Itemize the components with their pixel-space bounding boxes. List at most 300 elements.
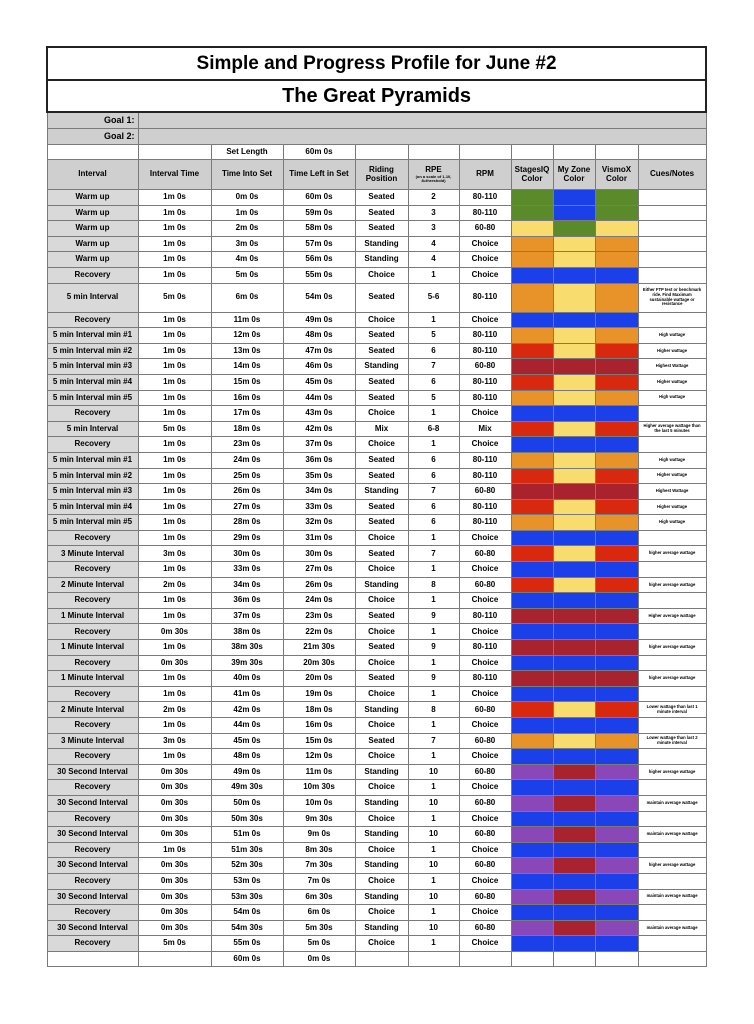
myzone-color-swatch	[553, 733, 595, 749]
time-into-set-cell: 50m 30s	[211, 811, 283, 827]
set-length-value: 60m 0s	[283, 145, 355, 160]
vismox-color-swatch	[595, 718, 638, 734]
myzone-color-swatch	[553, 608, 595, 624]
rpe-cell: 1	[408, 718, 459, 734]
interval-cell: 5 min Interval min #5	[47, 390, 138, 406]
empty-cell	[47, 951, 138, 966]
empty-cell	[511, 951, 553, 966]
interval-time-cell: 0m 30s	[138, 624, 211, 640]
cue-note-cell: higher average wattage	[638, 671, 706, 687]
rpe-cell: 8	[408, 702, 459, 718]
time-into-set-cell: 52m 30s	[211, 858, 283, 874]
table-row	[47, 312, 706, 328]
time-left-cell: 23m 0s	[283, 608, 355, 624]
interval-time-cell: 5m 0s	[138, 936, 211, 952]
table-row	[47, 905, 706, 921]
myzone-color-swatch	[553, 671, 595, 687]
vismox-color-swatch	[595, 515, 638, 531]
time-left-cell: 49m 0s	[283, 312, 355, 328]
table-row	[47, 889, 706, 905]
stagesiq-color-swatch	[511, 252, 553, 268]
cue-note-cell: maintain average wattage	[638, 889, 706, 905]
time-into-set-cell: 4m 0s	[211, 252, 283, 268]
time-left-cell: 60m 0s	[283, 190, 355, 206]
profile-title: Simple and Progress Profile for June #2	[47, 47, 706, 80]
time-left-cell: 9m 0s	[283, 827, 355, 843]
rpe-cell: 1	[408, 936, 459, 952]
rpe-cell: 2	[408, 190, 459, 206]
interval-cell: Warm up	[47, 252, 138, 268]
rpm-cell: 60-80	[459, 764, 511, 780]
vismox-color-swatch	[595, 283, 638, 312]
rpe-cell: 7	[408, 546, 459, 562]
myzone-color-swatch	[553, 252, 595, 268]
cue-note-cell: maintain average wattage	[638, 920, 706, 936]
time-left-cell: 37m 0s	[283, 437, 355, 453]
table-row	[47, 406, 706, 422]
interval-time-cell: 0m 30s	[138, 795, 211, 811]
vismox-color-swatch	[595, 499, 638, 515]
table-row	[47, 499, 706, 515]
vismox-color-swatch	[595, 749, 638, 765]
time-into-set-cell: 11m 0s	[211, 312, 283, 328]
interval-cell: 1 Minute Interval	[47, 671, 138, 687]
riding-position-cell: Standing	[355, 236, 408, 252]
vismox-color-swatch	[595, 702, 638, 718]
cue-note-cell: High wattage	[638, 328, 706, 344]
time-left-cell: 30m 0s	[283, 546, 355, 562]
rpe-cell: 9	[408, 640, 459, 656]
empty-cell	[138, 951, 211, 966]
stagesiq-color-swatch	[511, 718, 553, 734]
interval-time-cell: 1m 0s	[138, 515, 211, 531]
time-left-cell: 7m 0s	[283, 873, 355, 889]
rpm-cell: 80-110	[459, 390, 511, 406]
riding-position-cell: Choice	[355, 655, 408, 671]
vismox-color-swatch	[595, 905, 638, 921]
myzone-color-swatch	[553, 283, 595, 312]
riding-position-cell: Seated	[355, 205, 408, 221]
riding-position-cell: Choice	[355, 936, 408, 952]
riding-position-cell: Choice	[355, 873, 408, 889]
interval-cell: 1 Minute Interval	[47, 640, 138, 656]
time-into-set-cell: 38m 0s	[211, 624, 283, 640]
cue-note-cell	[638, 718, 706, 734]
rpe-cell: 5	[408, 390, 459, 406]
stagesiq-color-swatch	[511, 749, 553, 765]
interval-time-cell: 0m 30s	[138, 905, 211, 921]
myzone-color-swatch	[553, 312, 595, 328]
rpe-cell: 5-6	[408, 283, 459, 312]
rpe-cell: 1	[408, 530, 459, 546]
time-left-cell: 56m 0s	[283, 252, 355, 268]
table-row	[47, 343, 706, 359]
myzone-color-swatch	[553, 515, 595, 531]
stagesiq-color-swatch	[511, 733, 553, 749]
time-left-cell: 54m 0s	[283, 283, 355, 312]
time-left-cell: 58m 0s	[283, 221, 355, 237]
interval-cell: 3 Minute Interval	[47, 546, 138, 562]
interval-cell: Warm up	[47, 190, 138, 206]
stagesiq-color-swatch	[511, 905, 553, 921]
riding-position-cell: Choice	[355, 562, 408, 578]
cue-note-cell	[638, 562, 706, 578]
myzone-color-swatch	[553, 749, 595, 765]
time-into-set-cell: 49m 30s	[211, 780, 283, 796]
goal-1-label: Goal 1:	[47, 112, 138, 129]
interval-cell: 2 Minute Interval	[47, 577, 138, 593]
cue-note-cell	[638, 312, 706, 328]
interval-cell: Recovery	[47, 811, 138, 827]
empty-cell	[553, 951, 595, 966]
riding-position-cell: Standing	[355, 795, 408, 811]
rpe-cell: 10	[408, 764, 459, 780]
table-row	[47, 858, 706, 874]
total-time-into-set: 60m 0s	[211, 951, 283, 966]
stagesiq-color-swatch	[511, 484, 553, 500]
myzone-color-swatch	[553, 889, 595, 905]
table-row	[47, 267, 706, 283]
interval-cell: 5 min Interval min #4	[47, 374, 138, 390]
stagesiq-color-swatch	[511, 221, 553, 237]
time-left-cell: 46m 0s	[283, 359, 355, 375]
rpm-cell: 80-110	[459, 343, 511, 359]
stagesiq-color-swatch	[511, 624, 553, 640]
stagesiq-color-swatch	[511, 468, 553, 484]
myzone-color-swatch	[553, 267, 595, 283]
rpe-cell: 1	[408, 811, 459, 827]
table-row	[47, 205, 706, 221]
header-stagesiq-color: StagesIQ Color	[511, 160, 553, 190]
riding-position-cell: Choice	[355, 437, 408, 453]
interval-time-cell: 1m 0s	[138, 468, 211, 484]
interval-time-cell: 1m 0s	[138, 718, 211, 734]
rpm-cell: Choice	[459, 530, 511, 546]
table-row	[47, 359, 706, 375]
vismox-color-swatch	[595, 655, 638, 671]
riding-position-cell: Choice	[355, 905, 408, 921]
riding-position-cell: Choice	[355, 780, 408, 796]
cue-note-cell	[638, 624, 706, 640]
myzone-color-swatch	[553, 718, 595, 734]
myzone-color-swatch	[553, 920, 595, 936]
myzone-color-swatch	[553, 546, 595, 562]
rpm-cell: Choice	[459, 842, 511, 858]
interval-cell: Recovery	[47, 873, 138, 889]
stagesiq-color-swatch	[511, 236, 553, 252]
table-row	[47, 671, 706, 687]
interval-cell: 5 min Interval min #1	[47, 452, 138, 468]
rpm-cell: Choice	[459, 905, 511, 921]
time-left-cell: 35m 0s	[283, 468, 355, 484]
riding-position-cell: Choice	[355, 749, 408, 765]
empty-cell	[638, 145, 706, 160]
riding-position-cell: Seated	[355, 374, 408, 390]
cue-note-cell	[638, 593, 706, 609]
table-row	[47, 624, 706, 640]
interval-time-cell: 1m 0s	[138, 328, 211, 344]
time-into-set-cell: 13m 0s	[211, 343, 283, 359]
interval-cell: Recovery	[47, 749, 138, 765]
stagesiq-color-swatch	[511, 328, 553, 344]
interval-time-cell: 1m 0s	[138, 390, 211, 406]
interval-cell: Recovery	[47, 406, 138, 422]
time-left-cell: 8m 30s	[283, 842, 355, 858]
time-left-cell: 20m 30s	[283, 655, 355, 671]
rpe-cell: 1	[408, 437, 459, 453]
time-into-set-cell: 40m 0s	[211, 671, 283, 687]
time-into-set-cell: 24m 0s	[211, 452, 283, 468]
time-into-set-cell: 36m 0s	[211, 593, 283, 609]
table-row	[47, 468, 706, 484]
time-left-cell: 20m 0s	[283, 671, 355, 687]
time-left-cell: 27m 0s	[283, 562, 355, 578]
cue-note-cell	[638, 749, 706, 765]
rpe-cell: 1	[408, 873, 459, 889]
time-left-cell: 32m 0s	[283, 515, 355, 531]
rpm-cell: Choice	[459, 406, 511, 422]
cue-note-cell	[638, 655, 706, 671]
cue-note-cell: higher average wattage	[638, 640, 706, 656]
interval-time-cell: 2m 0s	[138, 577, 211, 593]
vismox-color-swatch	[595, 780, 638, 796]
header-interval: Interval	[47, 160, 138, 190]
rpm-cell: 80-110	[459, 283, 511, 312]
interval-time-cell: 5m 0s	[138, 283, 211, 312]
interval-time-cell: 3m 0s	[138, 546, 211, 562]
interval-cell: 5 min Interval	[47, 421, 138, 437]
time-left-cell: 11m 0s	[283, 764, 355, 780]
myzone-color-swatch	[553, 577, 595, 593]
stagesiq-color-swatch	[511, 499, 553, 515]
empty-cell	[408, 951, 459, 966]
vismox-color-swatch	[595, 936, 638, 952]
interval-time-cell: 1m 0s	[138, 749, 211, 765]
stagesiq-color-swatch	[511, 780, 553, 796]
riding-position-cell: Seated	[355, 546, 408, 562]
myzone-color-swatch	[553, 236, 595, 252]
myzone-color-swatch	[553, 640, 595, 656]
interval-cell: 5 min Interval min #3	[47, 484, 138, 500]
time-into-set-cell: 16m 0s	[211, 390, 283, 406]
rpe-cell: 1	[408, 905, 459, 921]
interval-cell: Warm up	[47, 205, 138, 221]
stagesiq-color-swatch	[511, 593, 553, 609]
vismox-color-swatch	[595, 671, 638, 687]
time-left-cell: 48m 0s	[283, 328, 355, 344]
rpe-cell: 6	[408, 515, 459, 531]
stagesiq-color-swatch	[511, 530, 553, 546]
table-row	[47, 686, 706, 702]
vismox-color-swatch	[595, 205, 638, 221]
table-row	[47, 702, 706, 718]
riding-position-cell: Standing	[355, 920, 408, 936]
time-left-cell: 16m 0s	[283, 718, 355, 734]
time-into-set-cell: 27m 0s	[211, 499, 283, 515]
stagesiq-color-swatch	[511, 608, 553, 624]
rpm-cell: Choice	[459, 655, 511, 671]
vismox-color-swatch	[595, 889, 638, 905]
rpm-cell: 60-80	[459, 359, 511, 375]
interval-time-cell: 1m 0s	[138, 640, 211, 656]
time-into-set-cell: 18m 0s	[211, 421, 283, 437]
time-left-cell: 6m 0s	[283, 905, 355, 921]
stagesiq-color-swatch	[511, 889, 553, 905]
empty-cell	[638, 951, 706, 966]
interval-time-cell: 3m 0s	[138, 733, 211, 749]
vismox-color-swatch	[595, 437, 638, 453]
interval-time-cell: 1m 0s	[138, 484, 211, 500]
rpe-cell: 1	[408, 686, 459, 702]
vismox-color-swatch	[595, 390, 638, 406]
time-into-set-cell: 25m 0s	[211, 468, 283, 484]
interval-cell: 5 min Interval min #3	[47, 359, 138, 375]
rpe-cell: 10	[408, 889, 459, 905]
time-into-set-cell: 6m 0s	[211, 283, 283, 312]
interval-cell: 5 min Interval min #1	[47, 328, 138, 344]
rpm-cell: 80-110	[459, 640, 511, 656]
cue-note-cell	[638, 252, 706, 268]
interval-cell: Recovery	[47, 905, 138, 921]
time-left-cell: 42m 0s	[283, 421, 355, 437]
rpm-cell: Choice	[459, 624, 511, 640]
interval-cell: 5 min Interval min #2	[47, 468, 138, 484]
rpe-cell: 8	[408, 577, 459, 593]
rpm-cell: Choice	[459, 811, 511, 827]
interval-cell: 30 Second Interval	[47, 764, 138, 780]
rpe-cell: 10	[408, 858, 459, 874]
rpm-cell: 80-110	[459, 374, 511, 390]
vismox-color-swatch	[595, 267, 638, 283]
interval-cell: Recovery	[47, 624, 138, 640]
time-left-cell: 31m 0s	[283, 530, 355, 546]
interval-cell: Recovery	[47, 312, 138, 328]
myzone-color-swatch	[553, 406, 595, 422]
rpm-cell: 60-80	[459, 733, 511, 749]
vismox-color-swatch	[595, 827, 638, 843]
time-left-cell: 57m 0s	[283, 236, 355, 252]
goal-2-cell[interactable]	[138, 129, 706, 145]
rpe-cell: 4	[408, 252, 459, 268]
cue-note-cell	[638, 190, 706, 206]
table-row	[47, 421, 706, 437]
stagesiq-color-swatch	[511, 827, 553, 843]
stagesiq-color-swatch	[511, 640, 553, 656]
rpm-cell: Choice	[459, 312, 511, 328]
table-row	[47, 190, 706, 206]
interval-cell: Recovery	[47, 437, 138, 453]
time-into-set-cell: 12m 0s	[211, 328, 283, 344]
interval-time-cell: 1m 0s	[138, 842, 211, 858]
interval-cell: Recovery	[47, 686, 138, 702]
interval-time-cell: 1m 0s	[138, 236, 211, 252]
rpe-cell: 6	[408, 499, 459, 515]
myzone-color-swatch	[553, 221, 595, 237]
header-interval-time: Interval Time	[138, 160, 211, 190]
empty-cell	[511, 145, 553, 160]
time-left-cell: 33m 0s	[283, 499, 355, 515]
stagesiq-color-swatch	[511, 920, 553, 936]
riding-position-cell: Seated	[355, 733, 408, 749]
stagesiq-color-swatch	[511, 406, 553, 422]
rpm-cell: 60-80	[459, 484, 511, 500]
time-left-cell: 47m 0s	[283, 343, 355, 359]
myzone-color-swatch	[553, 624, 595, 640]
rpm-cell: Choice	[459, 252, 511, 268]
header-rpm: RPM	[459, 160, 511, 190]
interval-time-cell: 0m 30s	[138, 655, 211, 671]
cue-note-cell: Highest Wattage	[638, 359, 706, 375]
vismox-color-swatch	[595, 546, 638, 562]
empty-cell	[553, 145, 595, 160]
time-into-set-cell: 50m 0s	[211, 795, 283, 811]
rpm-cell: 80-110	[459, 608, 511, 624]
cue-note-cell: Lower wattage than last 2 minute interval	[638, 733, 706, 749]
riding-position-cell: Standing	[355, 359, 408, 375]
cue-note-cell: Higher wattage	[638, 499, 706, 515]
stagesiq-color-swatch	[511, 655, 553, 671]
rpe-cell: 1	[408, 593, 459, 609]
rpm-cell: Choice	[459, 437, 511, 453]
empty-cell	[408, 145, 459, 160]
interval-time-cell: 1m 0s	[138, 406, 211, 422]
time-into-set-cell: 15m 0s	[211, 374, 283, 390]
table-row	[47, 593, 706, 609]
vismox-color-swatch	[595, 374, 638, 390]
time-left-cell: 34m 0s	[283, 484, 355, 500]
table-row	[47, 640, 706, 656]
interval-cell: Recovery	[47, 593, 138, 609]
riding-position-cell: Seated	[355, 390, 408, 406]
vismox-color-swatch	[595, 795, 638, 811]
cue-note-cell	[638, 811, 706, 827]
rpe-cell: 1	[408, 780, 459, 796]
riding-position-cell: Seated	[355, 328, 408, 344]
table-row	[47, 562, 706, 578]
interval-cell: 2 Minute Interval	[47, 702, 138, 718]
riding-position-cell: Choice	[355, 811, 408, 827]
workout-profile-sheet	[46, 46, 707, 967]
table-row	[47, 236, 706, 252]
interval-time-cell: 1m 0s	[138, 205, 211, 221]
interval-cell: Recovery	[47, 842, 138, 858]
table-row	[47, 795, 706, 811]
rpm-cell: Mix	[459, 421, 511, 437]
set-length-label: Set Length	[211, 145, 283, 160]
header-cues-notes: Cues/Notes	[638, 160, 706, 190]
rpe-cell: 1	[408, 267, 459, 283]
riding-position-cell: Seated	[355, 283, 408, 312]
myzone-color-swatch	[553, 484, 595, 500]
vismox-color-swatch	[595, 468, 638, 484]
rpm-cell: 60-80	[459, 858, 511, 874]
rpe-cell: 6	[408, 468, 459, 484]
interval-time-cell: 1m 0s	[138, 530, 211, 546]
rpe-cell: 6	[408, 452, 459, 468]
interval-cell: Recovery	[47, 936, 138, 952]
myzone-color-swatch	[553, 421, 595, 437]
riding-position-cell: Seated	[355, 608, 408, 624]
goal-1-cell[interactable]	[138, 112, 706, 129]
rpm-cell: 60-80	[459, 221, 511, 237]
stagesiq-color-swatch	[511, 546, 553, 562]
myzone-color-swatch	[553, 905, 595, 921]
table-row	[47, 530, 706, 546]
time-into-set-cell: 2m 0s	[211, 221, 283, 237]
myzone-color-swatch	[553, 827, 595, 843]
riding-position-cell: Choice	[355, 686, 408, 702]
table-row	[47, 764, 706, 780]
